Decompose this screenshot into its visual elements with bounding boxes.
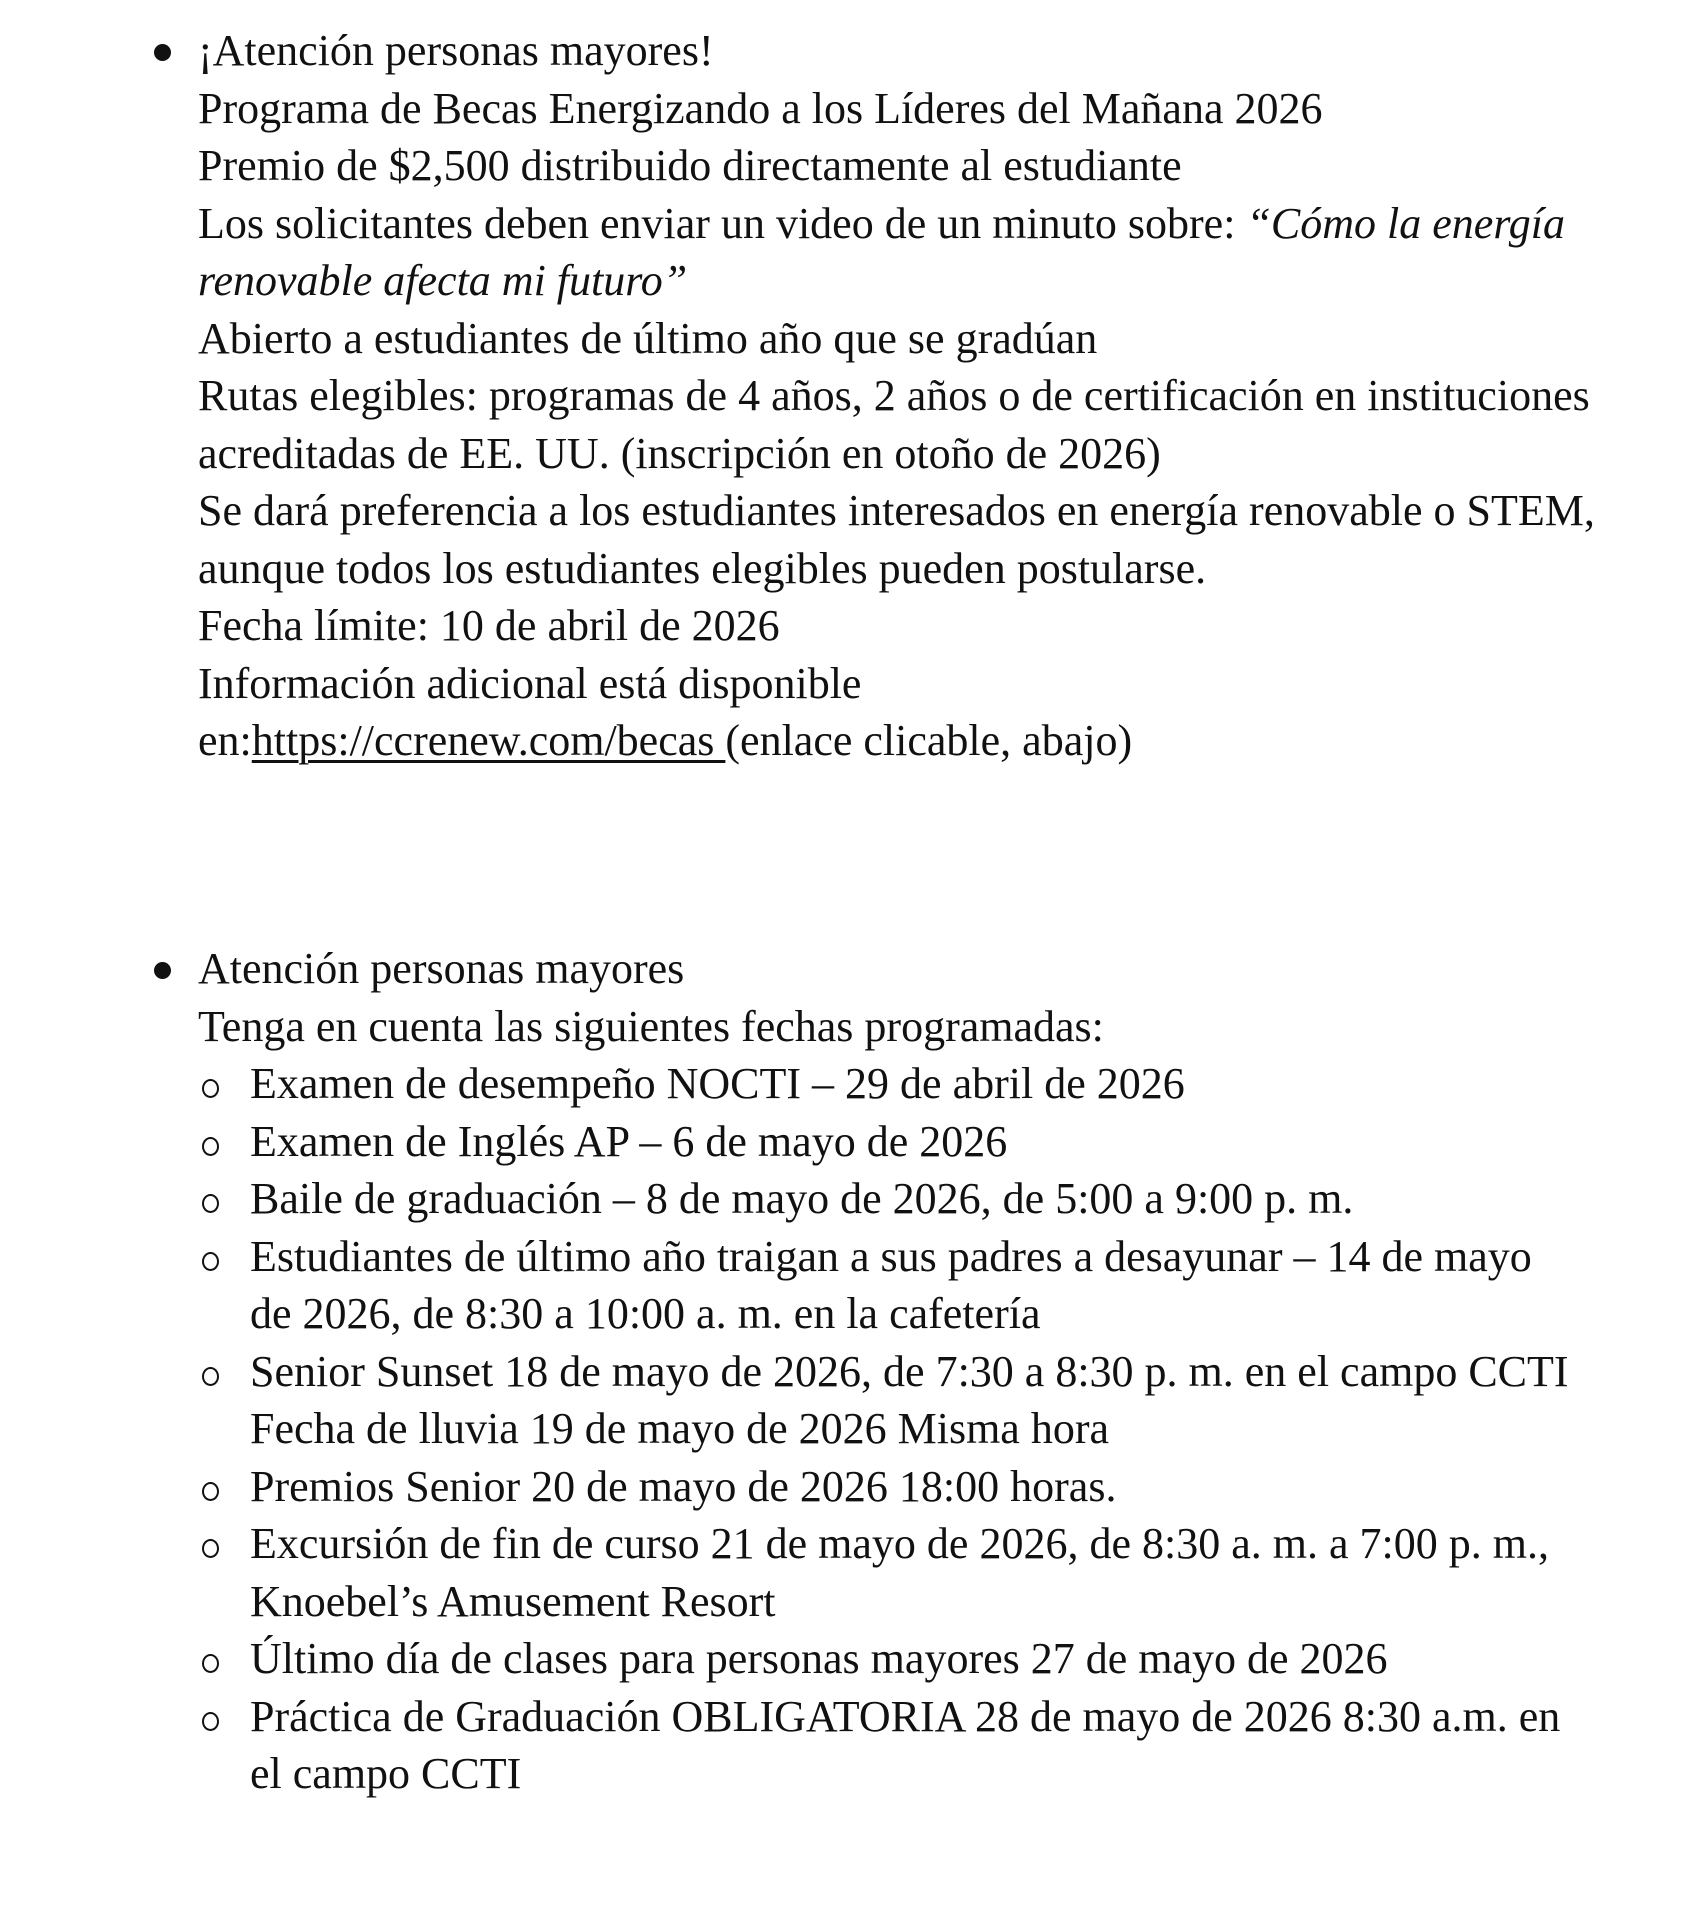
deadline: Fecha límite: 10 de abril de 2026 — [198, 601, 780, 650]
info-link-line — [198, 712, 1630, 770]
award-amount: Premio de $2,500 distribuido directamente al estudiante — [198, 141, 1182, 190]
circle-bullet-icon — [202, 1252, 219, 1271]
schedule-item — [150, 1113, 1580, 1171]
schedule-item — [150, 1458, 1580, 1516]
schedule-item-text: Examen de desempeño NOCTI – 29 de abril de 2026 — [250, 1059, 1185, 1108]
circle-bullet-icon — [202, 1712, 219, 1731]
schedule-item — [150, 1343, 1580, 1458]
schedule-item-text: Examen de Inglés AP – 6 de mayo de 2026 — [250, 1116, 1008, 1166]
schedule-item-text: Excursión de fin de curso 21 de mayo de 2026, de 8:30 a. m. a 7:00 p. m., Knoebel’s Amusement Resort — [250, 1519, 1549, 1626]
schedule-list — [150, 1055, 1630, 1803]
circle-bullet-icon — [202, 1079, 219, 1098]
schedule-item-text: Premios Senior 20 de mayo de 2026 18:00 horas. — [250, 1461, 1117, 1511]
scholarship-heading: ¡Atención personas mayores! — [198, 26, 714, 75]
schedule-item — [150, 1630, 1580, 1688]
scholarship-announcement — [150, 22, 1630, 770]
rain-date-note: Fecha de lluvia 19 de mayo de 2026 Misma hora — [250, 1404, 1110, 1453]
circle-bullet-icon — [202, 1654, 219, 1673]
schedule-content — [198, 940, 1630, 1055]
schedule-item-text: Senior Sunset 18 de mayo de 2026, de 7:30 a 8:30 p. m. en el campo CCTI — [250, 1346, 1569, 1396]
video-prefix: Los solicitantes deben enviar un video de un minuto sobre: — [198, 198, 1247, 248]
schedule-announcement — [150, 940, 1630, 1803]
schedule-item-text: Práctica de Graduación OBLIGATORIA 28 de mayo de 2026 8:30 a.m. en el campo CCTI — [250, 1691, 1561, 1798]
bullet-icon — [154, 44, 171, 61]
schedule-item-text: Baile de graduación – 8 de mayo de 2026, de 5:00 a 9:00 p. m. — [250, 1174, 1354, 1223]
circle-bullet-icon — [202, 1539, 219, 1558]
video-topic: “Cómo la energía renovable afecta mi futuro” — [198, 198, 1566, 305]
scholarship-content — [198, 22, 1630, 770]
video-requirement — [198, 195, 1598, 310]
eligible-pathways: Rutas elegibles: programas de 4 años, 2 años o de certificación en instituciones acreditadas de EE. UU. (inscripción en otoño de 2026) — [198, 371, 1590, 478]
info-suffix: (enlace clicable, abajo) — [725, 716, 1133, 765]
schedule-item — [150, 1515, 1580, 1630]
program-name: Programa de Becas Energizando a los Líderes del Mañana 2026 — [198, 83, 1323, 133]
eligibility: Abierto a estudiantes de último año que se gradúan — [198, 313, 1098, 363]
circle-bullet-icon — [202, 1194, 219, 1213]
schedule-item — [150, 1688, 1580, 1803]
schedule-item — [150, 1228, 1580, 1343]
schedule-heading: Atención personas mayores — [198, 944, 685, 993]
info-prefix: en: — [198, 716, 252, 765]
schedule-item-text: Estudiantes de último año traigan a sus padres a desayunar – 14 de mayo de 2026, de 8:30 a 10:00 a. m. en la cafetería — [250, 1231, 1532, 1338]
schedule-item — [150, 1055, 1580, 1113]
scholarship-link[interactable]: https://ccrenew.com/becas — [251, 716, 726, 765]
preference-note: Se dará preferencia a los estudiantes interesados en energía renovable o STEM, aunque todos los estudiantes elegibles pueden postularse. — [198, 486, 1595, 593]
circle-bullet-icon — [202, 1367, 219, 1386]
schedule-intro: Tenga en cuenta las siguientes fechas programadas: — [198, 1001, 1104, 1051]
schedule-item-text: Último día de clases para personas mayores 27 de mayo de 2026 — [250, 1634, 1388, 1683]
circle-bullet-icon — [202, 1482, 219, 1501]
circle-bullet-icon — [202, 1137, 219, 1156]
info-line: Información adicional está disponible — [198, 658, 862, 708]
schedule-item — [150, 1170, 1580, 1228]
bullet-icon — [154, 962, 171, 979]
